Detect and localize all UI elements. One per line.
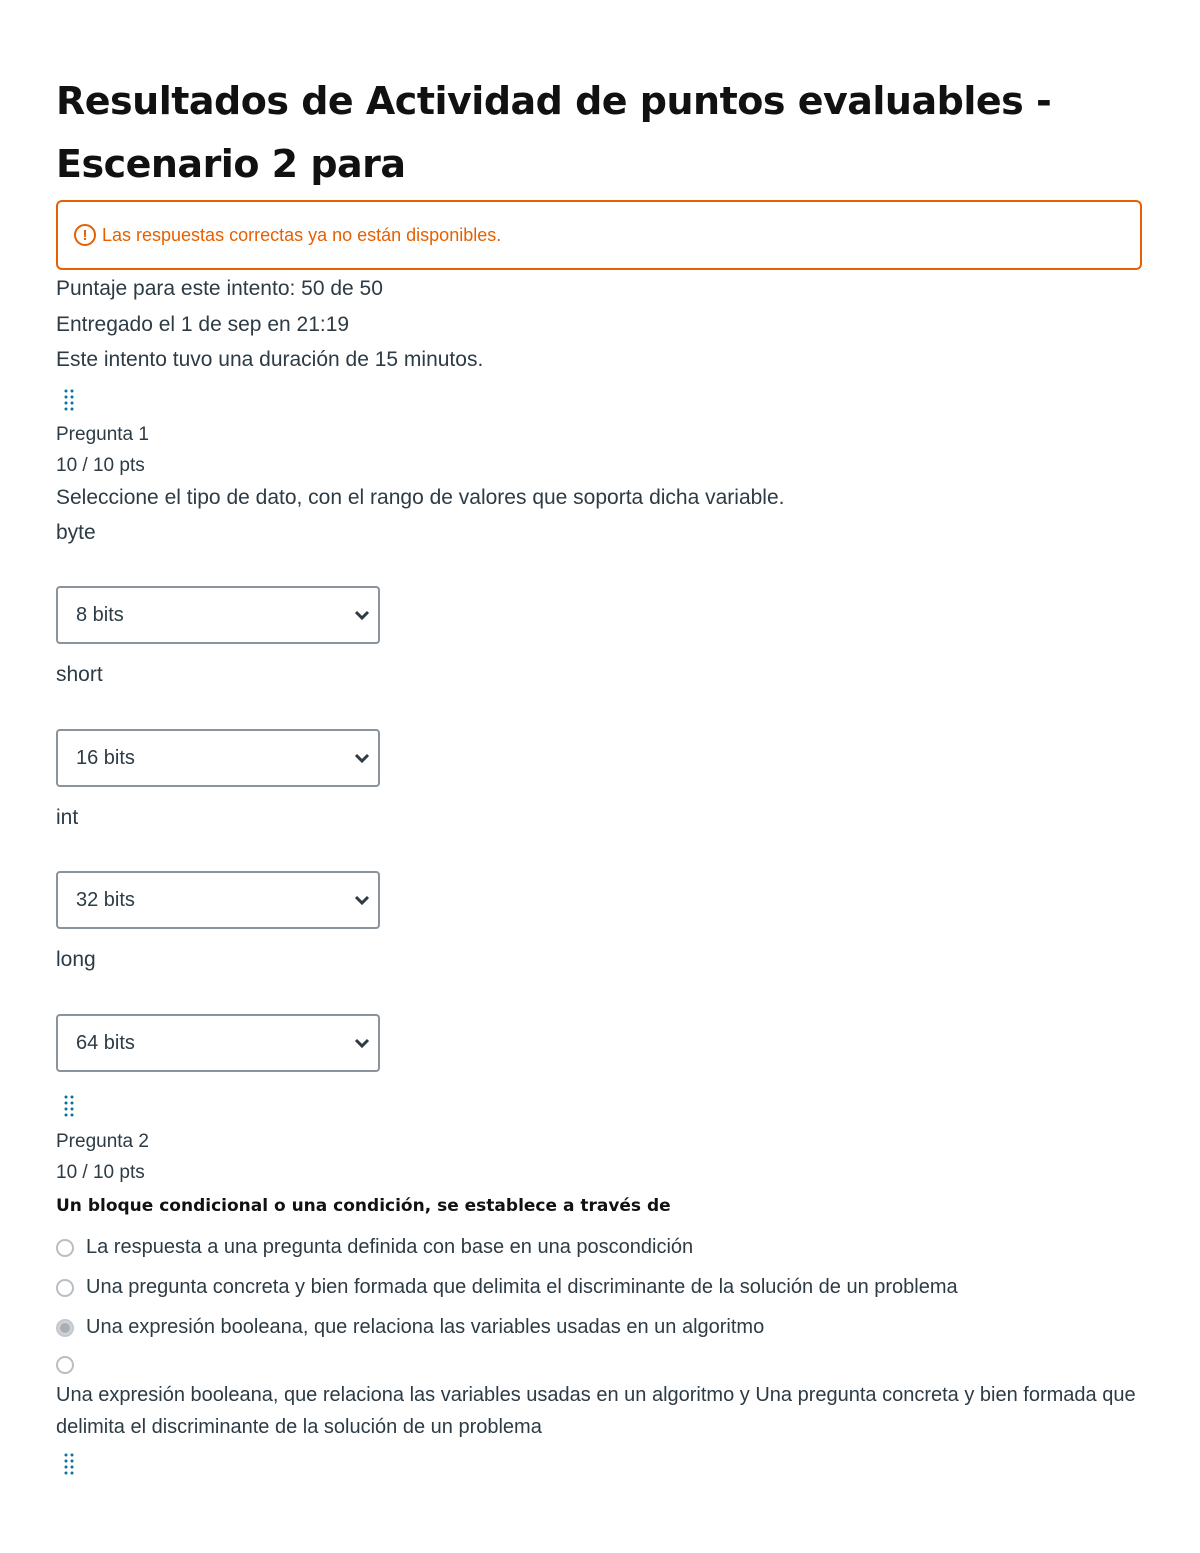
chevron-down-icon bbox=[354, 750, 370, 766]
answer-option-4-text: Una expresión booleana, que relaciona las variables usadas en un algoritmo y Una pregunta concreta y bien formada que delimita el discriminante de la solución de un problema bbox=[56, 1384, 1136, 1438]
radio-button[interactable] bbox=[56, 1279, 74, 1297]
chevron-down-icon bbox=[354, 1035, 370, 1051]
alert-text: Las respuestas correctas ya no están disponibles. bbox=[102, 224, 502, 245]
radio-button[interactable] bbox=[56, 1356, 74, 1374]
answer-option-4-radio[interactable] bbox=[56, 1356, 86, 1374]
drag-handle-icon[interactable] bbox=[62, 388, 76, 412]
question-1-text: Seleccione el tipo de dato, con el rango de valores que soporta dicha variable. bbox=[56, 486, 785, 509]
question-1-label: Pregunta 1 bbox=[56, 424, 149, 445]
radio-dot bbox=[60, 1323, 70, 1333]
match-variable-byte: byte bbox=[56, 521, 96, 544]
select-value: 64 bits bbox=[76, 1031, 135, 1054]
match-select-byte[interactable] bbox=[56, 586, 380, 644]
submitted-text: Entregado el 1 de sep en 21:19 bbox=[56, 313, 350, 336]
answer-option-3[interactable] bbox=[56, 1316, 764, 1339]
answer-option-2[interactable] bbox=[56, 1276, 958, 1299]
match-variable-long: long bbox=[56, 948, 96, 971]
match-select-long[interactable] bbox=[56, 1014, 380, 1072]
answer-option-text: Una expresión booleana, que relaciona las variables usadas en un algoritmo bbox=[86, 1316, 765, 1338]
select-value: 16 bits bbox=[76, 746, 135, 769]
match-select-short[interactable] bbox=[56, 729, 380, 787]
drag-handle-icon[interactable] bbox=[62, 1452, 76, 1476]
answer-option-text: La respuesta a una pregunta definida con base en una poscondición bbox=[86, 1236, 694, 1258]
chevron-down-icon bbox=[354, 607, 370, 623]
select-value: 8 bits bbox=[76, 603, 124, 626]
select-value: 32 bits bbox=[76, 888, 135, 911]
match-variable-short: short bbox=[56, 663, 103, 686]
match-select-int[interactable] bbox=[56, 871, 380, 929]
duration-text: Este intento tuvo una duración de 15 minutos. bbox=[56, 348, 484, 371]
question-2-label: Pregunta 2 bbox=[56, 1131, 149, 1152]
radio-button[interactable] bbox=[56, 1239, 74, 1257]
question-2-points: 10 / 10 pts bbox=[56, 1162, 145, 1183]
score-text: Puntaje para este intento: 50 de 50 bbox=[56, 277, 383, 300]
answer-option-text: Una pregunta concreta y bien formada que delimita el discriminante de la solución de un problema bbox=[86, 1276, 958, 1298]
drag-handle-icon[interactable] bbox=[62, 1094, 76, 1118]
match-variable-int: int bbox=[56, 806, 79, 829]
question-2-text: Un bloque condicional o una condición, se establece a través de bbox=[56, 1196, 671, 1216]
page-title: Resultados de Actividad de puntos evaluables - Escenario 2 para bbox=[56, 79, 1052, 186]
question-1-points: 10 / 10 pts bbox=[56, 455, 145, 476]
radio-button-selected[interactable] bbox=[56, 1319, 74, 1337]
chevron-down-icon bbox=[354, 892, 370, 908]
answer-option-1[interactable] bbox=[56, 1236, 693, 1259]
answers-unavailable-alert bbox=[56, 200, 1142, 270]
exclamation-circle-icon: ! bbox=[74, 224, 96, 246]
